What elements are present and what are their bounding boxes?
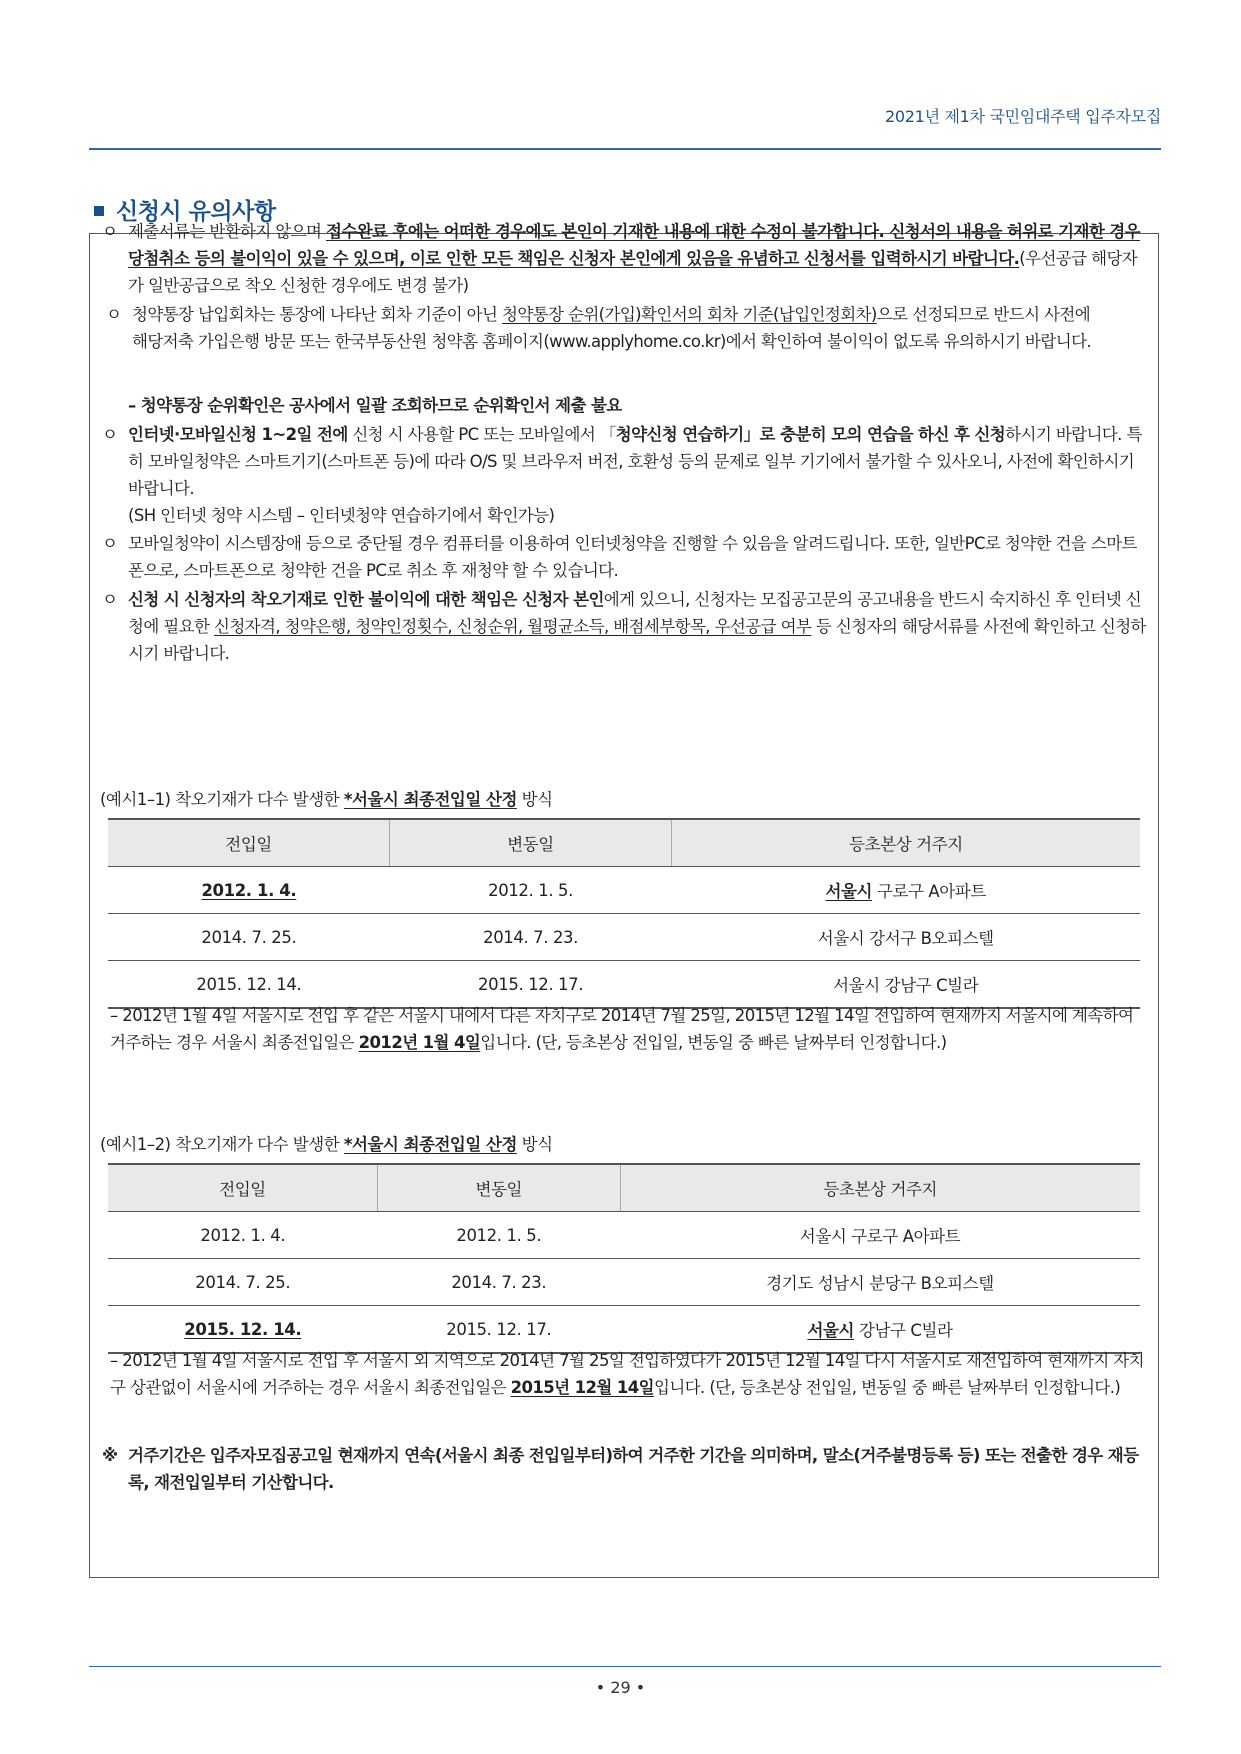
notice-2-subnote: – 청약통장 순위확인은 공사에서 일괄 조회하므로 순위확인서 제출 불요 [128, 396, 622, 415]
final-note: ※ 거주기간은 입주자모집공고일 현재까지 연속(서울시 최종 전입일부터)하여 거주한 기간을 의미하며, 말소(거주불명등록 등) 또는 전출한 경우 재등록, 재전입일부터 기산합니다. [102, 1442, 1152, 1496]
example-1-table [108, 818, 1140, 1009]
table-header: 변동일 [378, 1164, 620, 1212]
table-header: 등초본상 거주지 [671, 819, 1140, 867]
table-header: 변동일 [390, 819, 672, 867]
table-header: 전입일 [108, 819, 390, 867]
notice-item-3: ㅇ 인터넷·모바일신청 1~2일 전에 신청 시 사용할 PC 또는 모바일에서 「청약신청 연습하기」로 충분히 모의 연습을 하신 후 신청하시기 바랍니다. 특히 모바일청약은 스마트기기(스마트폰 등)에 따라 O/S 및 브라우저 버전, 호환성 등의 문제로 일부 기기에서 불가할 수 있사오니, 사전에 확인하시기 바랍니다. (SH 인터넷 청약 시스템 – 인터넷청약 연습하기에서 확인가능) [102, 421, 1152, 529]
example-2-note: – 2012년 1월 4일 서울시로 전입 후 서울시 외 지역으로 2014년 7월 25일 전입하였다가 2015년 12월 14일 다시 서울시로 재전입하여 현재까지 자치구 상관없이 서울시에 거주하는 경우 서울시 최종전입일은 2015년 12월 14일입니다. (단, 등초본상 전입일, 변동일 중 빠른 날짜부터 인정합니다.) [110, 1351, 1144, 1397]
notice-item-2: ㅇ 청약통장 납입회차는 통장에 나타난 회차 기준이 아닌 청약통장 순위(가입)확인서의 회차 기준(납입인정회차)으로 선정되므로 반드시 사전에 해당저축 가입은행 방문 또는 한국부동산원 청약홈 홈페이지(www.applyhome.co.kr)에서 확인하여 불이익이 없도록 유의하시기 바랍니다. [106, 301, 1106, 355]
table-row: 2014. 7. 25. 2014. 7. 23. 서울시 강서구 B오피스텔 [108, 914, 1140, 961]
circle-bullet: ㅇ [102, 222, 118, 241]
notice-item-4: ㅇ 모바일청약이 시스템장애 등으로 중단될 경우 컴퓨터를 이용하여 인터넷청약을 진행할 수 있음을 알려드립니다. 또한, 일반PC로 청약한 건을 스마트폰으로, 스마트폰으로 청약한 건을 PC로 취소 후 재청약 할 수 있습니다. [102, 530, 1152, 584]
document-header-title: 2021년 제1차 국민임대주택 입주자모집 [885, 107, 1161, 126]
table-row: 2012. 1. 4. 2012. 1. 5. 서울시 구로구 A아파트 [108, 867, 1140, 914]
circle-bullet: ㅇ [102, 425, 118, 444]
notice-2-underline: 청약통장 순위(가입)확인서의 회차 기준(납입인정회차) [501, 305, 877, 324]
page-number: • 29 • [595, 1678, 646, 1697]
circle-bullet: ㅇ [102, 534, 118, 553]
notice-1-emphasis: 접수완료 후에는 어떠한 경우에도 본인이 기재한 내용에 대한 수정이 불가합니다. 신청서의 내용을 허위로 기재한 경우 당첨취소 등의 불이익이 있을 수 있으며, 이로 인한 모든 책임은 신청자 본인에게 있음을 유념하고 신청서를 입력하시기 바랍니다. [128, 222, 1140, 268]
section-title: 신청시 유의사항 [116, 199, 276, 225]
example-2-table [108, 1163, 1140, 1354]
reference-mark: ※ [102, 1446, 118, 1465]
example-1-note: – 2012년 1월 4일 서울시로 전입 후 같은 서울시 내에서 다른 자치구로 2014년 7월 25일, 2015년 12월 14일 전입하여 현재까지 서울시에 계속하여 거주하는 경우 서울시 최종전입일은 2012년 1월 4일입니다. (단, 등초본상 전입일, 변동일 중 빠른 날짜부터 인정합니다.) [110, 1006, 1134, 1052]
example-1-caption: (예시1–1) 착오기재가 다수 발생한 *서울시 최종전입일 산정 방식 [100, 790, 553, 809]
table-row: 2015. 12. 14. 2015. 12. 17. 서울시 강남구 C빌라 [108, 1306, 1140, 1354]
square-bullet-icon [94, 206, 104, 216]
table-row: 2012. 1. 4. 2012. 1. 5. 서울시 구로구 A아파트 [108, 1212, 1140, 1259]
circle-bullet: ㅇ [102, 590, 118, 609]
table-row: 2015. 12. 14. 2015. 12. 17. 서울시 강남구 C빌라 [108, 961, 1140, 1009]
header-divider [89, 148, 1161, 150]
table-header: 전입일 [108, 1164, 378, 1212]
footer-divider [89, 1666, 1161, 1667]
example-2-caption: (예시1–2) 착오기재가 다수 발생한 *서울시 최종전입일 산정 방식 [100, 1135, 553, 1154]
table-row: 2014. 7. 25. 2014. 7. 23. 경기도 성남시 분당구 B오피스텔 [108, 1259, 1140, 1306]
table-header: 등초본상 거주지 [620, 1164, 1140, 1212]
notice-item-1: ㅇ 제출서류는 반환하지 않으며 접수완료 후에는 어떠한 경우에도 본인이 기재한 내용에 대한 수정이 불가합니다. 신청서의 내용을 허위로 기재한 경우 당첨취소 등의 불이익이 있을 수 있으며, 이로 인한 모든 책임은 신청자 본인에게 있음을 유념하고 신청서를 입력하시기 바랍니다.(우선공급 해당자가 일반공급으로 착오 신청한 경우에도 변경 불가) [102, 218, 1152, 299]
notice-item-5: ㅇ 신청 시 신청자의 착오기재로 인한 불이익에 대한 책임은 신청자 본인에게 있으니, 신청자는 모집공고문의 공고내용을 반드시 숙지하신 후 인터넷 신청에 필요한 신청자격, 청약은행, 청약인정횟수, 신청순위, 월평균소득, 배점세부항목, 우선공급 여부 등 신청자의 해당서류를 사전에 확인하고 신청하시기 바랍니다. [102, 586, 1152, 667]
circle-bullet: ㅇ [106, 305, 122, 324]
